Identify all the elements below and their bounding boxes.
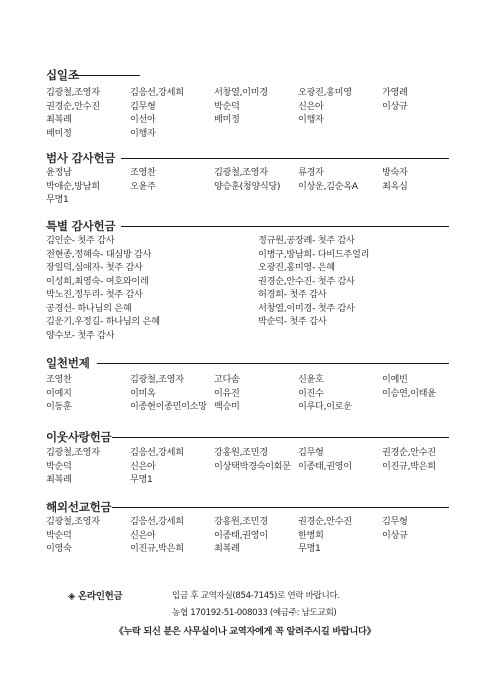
- donor-name: 이영숙: [46, 543, 72, 555]
- donor-name: 이종태,권영이: [298, 460, 352, 472]
- donor-name: 이종현이종민이소망: [130, 401, 207, 413]
- section-divider-tithe: [74, 75, 140, 76]
- donor-name: 이행자: [130, 127, 156, 139]
- donor-name: 박애순,방남희: [46, 180, 100, 192]
- online-offering-title: ◈ 온라인헌금: [68, 591, 123, 602]
- offering-note: 공경선- 하나님의 은혜: [46, 302, 132, 314]
- donor-name: 김광철,조영자: [46, 447, 100, 458]
- donor-name: 서창열,이미경: [214, 87, 268, 98]
- contact-instruction: 입금 후 교역자실(854-7145)로 연락 바랍니다.: [172, 591, 340, 601]
- donor-name: 무명1: [298, 543, 321, 555]
- donor-name: 권경순,안수진: [298, 516, 352, 527]
- donor-name: 조영찬: [46, 374, 72, 385]
- offering-note: 김운기,우정길- 하나님의 은혜: [46, 316, 160, 327]
- offering-note: 양수보- 첫주 감사: [46, 329, 115, 341]
- offering-note: 이병구,방남희- 다비드주얼리: [258, 248, 370, 260]
- offering-note: 박노진,정두리- 첫주 감사: [46, 289, 143, 300]
- donor-name: 강홍원,조민경: [214, 447, 268, 458]
- donor-name: 이예빈: [382, 374, 408, 385]
- section-divider-one-thousand: [97, 363, 449, 364]
- donor-name: 최복례: [214, 543, 240, 555]
- donor-name: 이유진: [214, 387, 240, 399]
- donor-name: 이진규,박은희: [382, 460, 436, 472]
- donor-name: 김응선,강세희: [130, 516, 184, 527]
- section-divider-thanks-special: [121, 226, 449, 227]
- donor-name: 신윤호: [298, 374, 324, 385]
- donor-name: 이상택박경숙이회문: [214, 460, 291, 472]
- donor-name: 최옥심: [382, 180, 408, 192]
- donor-name: 박순덕: [46, 460, 72, 472]
- donor-name: 가영례: [382, 87, 408, 98]
- donor-name: 김무형: [382, 516, 408, 527]
- donor-name: 배미정: [46, 127, 72, 139]
- donor-name: 무명1: [46, 194, 69, 206]
- offering-note: 오광진,홍미영- 은혜: [258, 262, 335, 273]
- donor-name: 김광철,조영자: [130, 374, 184, 385]
- section-title-neighbor: 이웃사랑헌금: [46, 430, 112, 444]
- donor-name: 이예지: [46, 387, 72, 399]
- section-divider-thanks-normal: [121, 158, 449, 159]
- donor-name: 김무형: [130, 100, 156, 112]
- donor-name: 윤정남: [46, 167, 72, 178]
- bank-account-info: 농협 170192-51-008033 (예금주: 남도교회): [172, 608, 337, 618]
- offering-note: 허경희- 첫주 감사: [258, 289, 327, 300]
- donor-name: 이상규: [382, 529, 408, 541]
- offering-note: 장일덕,심애자- 첫주 감사: [46, 262, 143, 273]
- donor-name: 김무형: [298, 447, 324, 458]
- donor-name: 박순덕: [46, 529, 72, 541]
- donor-name: 한병희: [298, 529, 324, 541]
- donor-name: 김광철,조영자: [46, 516, 100, 527]
- donor-name: 이선아: [130, 114, 156, 126]
- donor-name: 김응선,강세희: [130, 447, 184, 458]
- section-title-mission: 해외선교헌금: [46, 500, 112, 514]
- donor-name: 오광진,홍미영: [298, 87, 352, 98]
- donor-name: 김응선,강세희: [130, 87, 184, 98]
- donor-name: 조영찬: [130, 167, 156, 178]
- donor-name: 강홍원,조민경: [214, 516, 268, 527]
- donor-name: 이종태,권영이: [214, 529, 268, 541]
- donor-name: 이행자: [298, 114, 324, 126]
- section-divider-mission: [112, 507, 449, 508]
- donor-name: 김광철,조영자: [214, 167, 268, 178]
- offering-note: 서창열,이미경- 첫주 감사: [258, 302, 355, 314]
- donor-name: 김광철,조영자: [46, 87, 100, 98]
- donor-name: 류경자: [298, 167, 324, 178]
- offering-note: 박순덕- 첫주 감사: [258, 316, 327, 327]
- donor-name: 양승훈(청양식당): [214, 180, 281, 192]
- donor-name: 신은아: [298, 100, 324, 112]
- donor-name: 이동훈: [46, 401, 72, 413]
- donor-name: 신은아: [130, 460, 156, 472]
- section-title-thanks-special: 특별 감사헌금: [46, 219, 116, 233]
- donor-name: 최복례: [46, 114, 72, 126]
- donor-name: 이진수: [298, 387, 324, 399]
- section-divider-neighbor: [112, 437, 449, 438]
- donor-name: 고다솜: [214, 374, 240, 385]
- section-title-tithe: 십일조: [46, 68, 79, 82]
- donor-name: 이상운,김순옥A: [298, 180, 358, 192]
- offering-note: 이성희,최영숙- 여호와이레: [46, 275, 149, 287]
- donor-name: 이미옥: [130, 387, 156, 399]
- donor-name: 이승연,이태윤: [382, 387, 436, 399]
- donor-name: 백승미: [214, 401, 240, 413]
- donor-name: 권경순,안수진: [382, 447, 436, 458]
- section-title-thanks-normal: 범사 감사헌금: [46, 151, 116, 165]
- donor-name: 이루다,이로운: [298, 401, 352, 413]
- offering-note: 전현종,정혜숙- 대심방 감사: [46, 248, 152, 260]
- donor-name: 무명1: [130, 474, 153, 486]
- offering-note: 정규원,공장례- 첫주 감사: [258, 235, 355, 246]
- donor-name: 오윤주: [130, 180, 156, 192]
- donor-name: 이진규,박은희: [130, 543, 184, 555]
- section-title-one-thousand: 일천번제: [46, 356, 90, 370]
- donor-name: 배미정: [214, 114, 240, 126]
- donor-name: 박순덕: [214, 100, 240, 112]
- omission-notice: 《누락 되신 분은 사무실이나 교역자에게 꼭 알려주시길 바랍니다》: [114, 626, 376, 637]
- donor-name: 방숙자: [382, 167, 408, 178]
- donor-name: 권경순,안수진: [46, 100, 100, 112]
- offering-note: 권경순,안수진- 첫주 감사: [258, 275, 355, 287]
- donor-name: 신은아: [130, 529, 156, 541]
- donor-name: 최복례: [46, 474, 72, 486]
- donor-name: 이상규: [382, 100, 408, 112]
- offering-note: 김인순- 첫주 감사: [46, 235, 115, 246]
